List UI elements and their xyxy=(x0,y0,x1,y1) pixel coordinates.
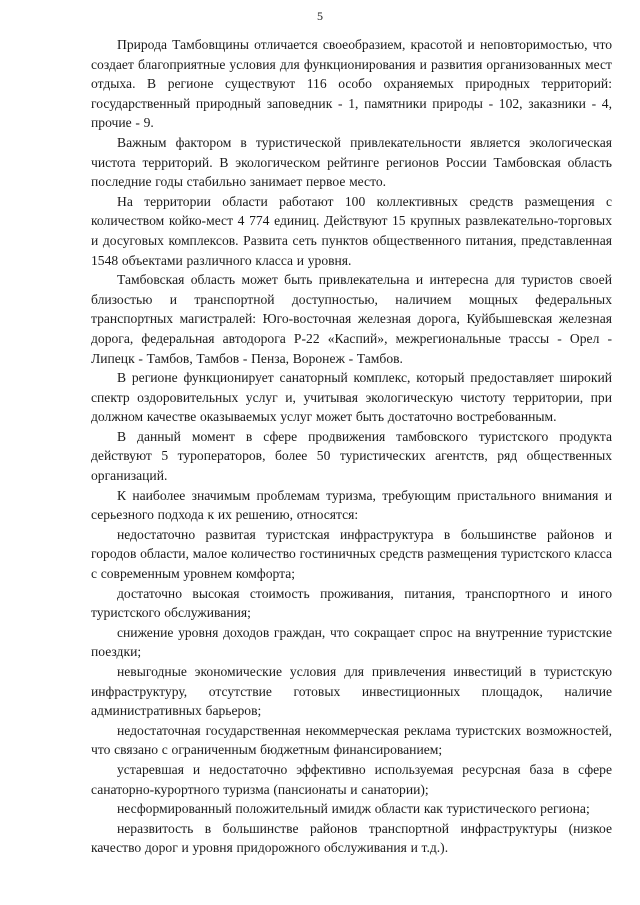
problem-item-cost: достаточно высокая стоимость проживания, питания, транспортного и иного туристского обслуживания; xyxy=(91,585,612,621)
paragraph-accommodation: На территории области работают 100 коллективных средств размещения с количеством койко-мест 4 774 единиц. Действуют 15 крупных развлекательно-торговых и досуговых комплексов. Развита сеть пунктов общественного питания, представленная 1548 объектами различного класса и уровня. xyxy=(91,193,612,268)
paragraph-ecology: Важным фактором в туристической привлекательности является экологическая чистота территорий. В экологическом рейтинге регионов России Тамбовская область последние годы стабильно занимает первое место. xyxy=(91,134,612,190)
page-number: 5 xyxy=(317,9,323,23)
problem-item-income: снижение уровня доходов граждан, что сокращает спрос на внутренние туристские поездки; xyxy=(91,624,612,660)
paragraph-transport: Тамбовская область может быть привлекательна и интересна для туристов своей близостью и транспортной доступностью, наличием мощных федеральных транспортных магистралей: Юго-восточная железная дорога, Куйбышевская железная дорога, федеральная автодорога Р-22 «Каспий», межрегиональные трассы - Орел - Липецк - Тамбов, Тамбов - Пенза, Воронеж - Тамбов. xyxy=(91,272,612,366)
paragraph-problems-intro: К наиболее значимым проблемам туризма, требующим пристального внимания и серьезного подхода к их решению, относятся: xyxy=(91,487,612,523)
paragraph-operators: В данный момент в сфере продвижения тамбовского туристского продукта действуют 5 туроператоров, более 50 туристических агентств, ряд общественных организаций. xyxy=(91,428,612,484)
document-body xyxy=(91,35,612,858)
problem-item-roads: неразвитость в большинстве районов транспортной инфраструктуры (низкое качество дорог и уровня придорожного обслуживания и т.д.). xyxy=(91,820,612,856)
problem-item-investment: невыгодные экономические условия для привлечения инвестиций в туристскую инфраструктуру, отсутствие готовых инвестиционных площадок, наличие административных барьеров; xyxy=(91,664,612,719)
paragraph-nature: Природа Тамбовщины отличается своеобразием, красотой и неповторимостью, что создает благоприятные условия для функционирования и развития организованных мест отдыха. В регионе существуют 116 особо охраняемых природных территорий: государственный природный заповедник - 1, памятники природы - 102, заказники - 4, прочие - 9. xyxy=(91,37,612,131)
problem-item-infrastructure: недостаточно развитая туристская инфраструктура в большинстве районов и городов области, малое количество гостиничных средств размещения туристского класса с современным уровнем комфорта; xyxy=(91,526,612,582)
problem-item-advertising: недостаточная государственная некоммерческая реклама туристских возможностей, что связано с ограниченным бюджетным финансированием; xyxy=(91,722,612,758)
problem-item-resource-base: устаревшая и недостаточно эффективно используемая ресурсная база в сфере санаторно-курортного туризма (пансионаты и санатории); xyxy=(91,761,612,797)
problem-item-image: несформированный положительный имидж области как туристического региона; xyxy=(117,801,590,817)
paragraph-sanatorium: В регионе функционирует санаторный комплекс, который предоставляет широкий спектр оздоровительных услуг и, учитывая экологическую чистоту территории, при должном качестве оказываемых услуг может быть достаточно востребованным. xyxy=(91,370,612,425)
